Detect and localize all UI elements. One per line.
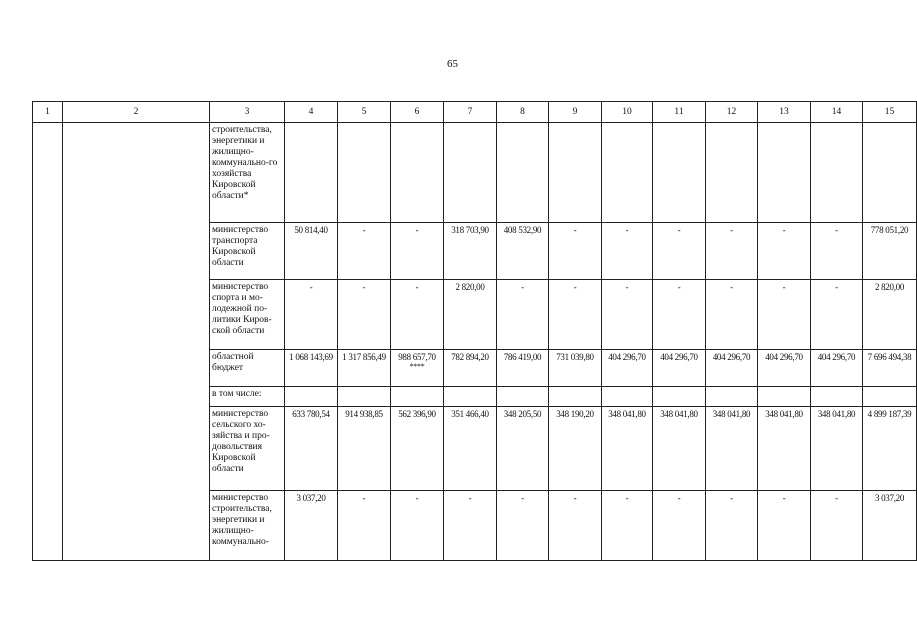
column-header: 11 xyxy=(653,102,706,123)
table-cell xyxy=(653,387,706,407)
table-cell: 4 899 187,39 xyxy=(863,407,917,491)
table-cell xyxy=(758,123,811,223)
table-cell: 914 938,85 xyxy=(338,407,391,491)
table-cell: 1 068 143,69 xyxy=(285,350,338,387)
table-cell: 7 696 494,38 xyxy=(863,350,917,387)
column-header: 7 xyxy=(444,102,497,123)
table-cell xyxy=(863,387,917,407)
table-cell: 50 814,40 xyxy=(285,223,338,280)
table-cell xyxy=(602,123,653,223)
table-cell-with-note xyxy=(391,350,444,387)
column-header: 6 xyxy=(391,102,444,123)
row-label: областной бюджет xyxy=(210,350,285,387)
table-cell: 562 396,90 xyxy=(391,407,444,491)
table-cell xyxy=(497,123,549,223)
table-cell: 782 894,20 xyxy=(444,350,497,387)
table-cell: - xyxy=(653,223,706,280)
table-cell-value: 988 657,70 xyxy=(398,352,436,362)
table-cell xyxy=(706,123,758,223)
table-cell: 786 419,00 xyxy=(497,350,549,387)
table-cell: - xyxy=(549,223,602,280)
table-cell: 348 041,80 xyxy=(706,407,758,491)
table-cell xyxy=(549,123,602,223)
table-cell: 404 296,70 xyxy=(811,350,863,387)
table-cell: - xyxy=(706,280,758,350)
table-cell xyxy=(285,387,338,407)
table-cell: 731 039,80 xyxy=(549,350,602,387)
table-cell xyxy=(338,123,391,223)
column-header: 1 xyxy=(33,102,63,123)
table-cell xyxy=(602,387,653,407)
table-cell xyxy=(706,387,758,407)
table-cell: - xyxy=(497,280,549,350)
table-cell: - xyxy=(497,491,549,561)
table-row xyxy=(33,123,917,223)
table-cell: 318 703,90 xyxy=(444,223,497,280)
table-cell: - xyxy=(653,280,706,350)
table-cell: - xyxy=(444,491,497,561)
table-cell: 348 041,80 xyxy=(811,407,863,491)
table-cell xyxy=(444,387,497,407)
table-cell: 404 296,70 xyxy=(602,350,653,387)
table-cell: - xyxy=(811,280,863,350)
table-cell: - xyxy=(758,223,811,280)
table-cell: 348 041,80 xyxy=(602,407,653,491)
table-cell xyxy=(758,387,811,407)
table-cell: - xyxy=(391,223,444,280)
table-cell: 408 532,90 xyxy=(497,223,549,280)
column-header: 4 xyxy=(285,102,338,123)
table-cell xyxy=(863,123,917,223)
column-header: 10 xyxy=(602,102,653,123)
table-cell: 348 190,20 xyxy=(549,407,602,491)
column-header: 8 xyxy=(497,102,549,123)
table-cell: - xyxy=(285,280,338,350)
table-cell: - xyxy=(338,491,391,561)
table-cell xyxy=(811,123,863,223)
column-header: 2 xyxy=(63,102,210,123)
table-cell: 348 205,50 xyxy=(497,407,549,491)
column-header: 15 xyxy=(863,102,917,123)
table-cell xyxy=(338,387,391,407)
table-cell: - xyxy=(706,223,758,280)
table-cell xyxy=(811,387,863,407)
table-cell xyxy=(444,123,497,223)
table-cell: - xyxy=(758,491,811,561)
table-cell xyxy=(391,123,444,223)
table-cell: 633 780,54 xyxy=(285,407,338,491)
cell-col1 xyxy=(33,123,63,561)
table-cell: 2 820,00 xyxy=(863,280,917,350)
table-cell: - xyxy=(653,491,706,561)
table-cell: 3 037,20 xyxy=(285,491,338,561)
column-header: 14 xyxy=(811,102,863,123)
table-cell: - xyxy=(549,491,602,561)
row-label: министерство строительства, энергетики и жилищно-коммунально- xyxy=(210,491,285,561)
table-cell: - xyxy=(391,491,444,561)
table-cell xyxy=(549,387,602,407)
table-cell: 348 041,80 xyxy=(653,407,706,491)
footnote-marker: **** xyxy=(409,362,425,371)
table-cell: 351 466,40 xyxy=(444,407,497,491)
table-cell: 404 296,70 xyxy=(653,350,706,387)
table-cell: - xyxy=(338,280,391,350)
table-cell: - xyxy=(602,280,653,350)
table-cell: - xyxy=(758,280,811,350)
column-header: 5 xyxy=(338,102,391,123)
table-cell xyxy=(653,123,706,223)
table-cell: - xyxy=(706,491,758,561)
table-cell: 778 051,20 xyxy=(863,223,917,280)
table-cell: 3 037,20 xyxy=(863,491,917,561)
table-cell: - xyxy=(549,280,602,350)
budget-table xyxy=(32,101,917,561)
table-cell: 404 296,70 xyxy=(758,350,811,387)
page-number: 65 xyxy=(447,58,458,70)
column-header: 13 xyxy=(758,102,811,123)
table-cell: - xyxy=(602,491,653,561)
table-cell xyxy=(497,387,549,407)
row-label: строительства, энергетики и жилищно-коммунально-го хозяйства Кировской области* xyxy=(210,123,285,223)
row-label: министерство сельского хо-зяйства и про-довольствия Кировской области xyxy=(210,407,285,491)
table-cell: - xyxy=(391,280,444,350)
table-cell xyxy=(391,387,444,407)
table-cell: 2 820,00 xyxy=(444,280,497,350)
row-label: министерство транспорта Кировской области xyxy=(210,223,285,280)
table-cell: 348 041,80 xyxy=(758,407,811,491)
table-cell xyxy=(285,123,338,223)
column-header: 3 xyxy=(210,102,285,123)
table-cell: - xyxy=(811,223,863,280)
table-cell: 404 296,70 xyxy=(706,350,758,387)
column-number-row xyxy=(33,102,917,123)
table-cell: - xyxy=(338,223,391,280)
column-header: 9 xyxy=(549,102,602,123)
table-cell: - xyxy=(811,491,863,561)
table-cell: 1 317 856,49 xyxy=(338,350,391,387)
table-cell: - xyxy=(602,223,653,280)
cell-col2 xyxy=(63,123,210,561)
column-header: 12 xyxy=(706,102,758,123)
row-label: в том числе: xyxy=(210,387,285,407)
row-label: министерство спорта и мо-лодежной по-литики Киров-ской области xyxy=(210,280,285,350)
